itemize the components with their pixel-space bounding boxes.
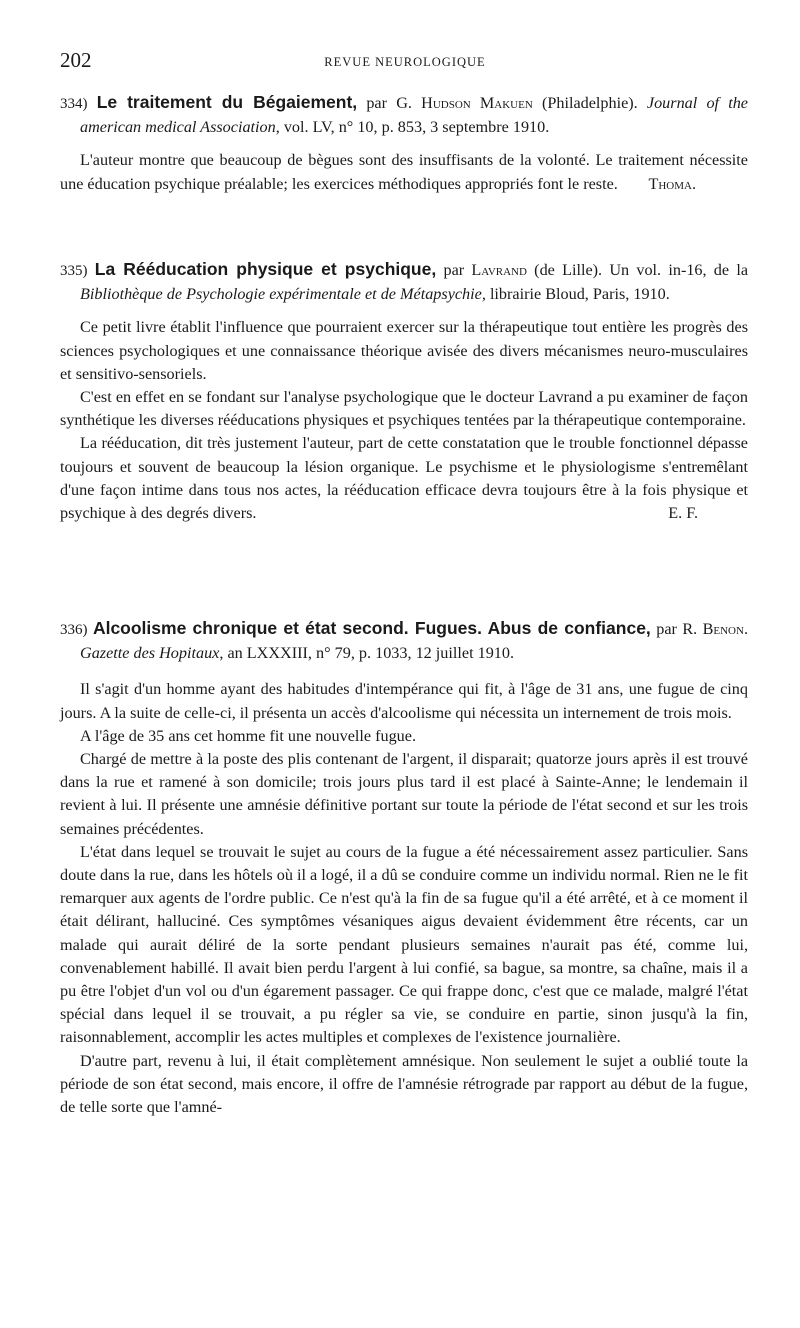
article-paragraph: C'est en effet en se fondant sur l'analyse psychologique que le docteur Lavrand a pu examiner de façon synthétique les diverses rééducations physiques et psychiques tentées par la thérapeutique contemporaine. <box>60 388 748 430</box>
article-336 <box>60 617 748 1119</box>
article-paragraph: A l'âge de 35 ans cet homme fit une nouvelle fugue. <box>80 726 417 745</box>
page-header <box>60 48 750 72</box>
article-title: Le traitement du Bégaiement, <box>96 92 358 112</box>
article-heading <box>60 91 748 139</box>
article-title: La Rééducation physique et psychique, <box>94 259 437 279</box>
article-author: Lavrand <box>471 261 527 279</box>
article-paragraph: D'autre part, revenu à lui, il était complètement amnésique. Non seulement le sujet a oublié toute la période de son état second, mais encore, il offre de l'amnésie rétrograde par rapport au début de la fugue, de telle sorte que l'amné- <box>60 1051 748 1117</box>
page-number: 202 <box>60 48 92 72</box>
article-paragraph: L'auteur montre que beaucoup de bègues sont des insuffisants de la volonté. Le traitement nécessite une éducation psychique préalable; les exercices méthodiques appropriés font le reste. Thoma. <box>60 149 748 195</box>
article-heading <box>60 617 748 665</box>
article-citation: , vol. LV, n° 10, p. 853, 3 septembre 1910. <box>275 118 550 137</box>
article-paragraph: Chargé de mettre à la poste des plis contenant de l'argent, il disparait; quatorze jours après il est trouvé dans la rue et ramené à son domicile; trois jours plus tard il est placé à Sainte-Anne; le lendemain il revient à lui. Il présente une amnésie définitive portant sur toute la période de l'état second et sur les trois semaines précédentes. <box>60 750 748 838</box>
article-title: Alcoolisme chronique et état second. Fugues. Abus de confiance, <box>92 618 651 638</box>
article-location: (de Lille). Un vol. in-16, de la <box>526 261 749 279</box>
article-paragraph: L'état dans lequel se trouvait le sujet au cours de la fugue a été nécessairement assez particulier. Sans doute dans la rue, dans les hôtels où il a logé, il a dû se conduire comme un individu normal. Rien ne le fit remarquer aux agents de l'ordre public. Ce n'est qu'à la fin de sa fugue qu'il a été arrêté, et à ce moment il était délirant, halluciné. Ces symptômes vésaniques aigus devaient évidemment être récents, car un malade qui aurait déliré de la sorte pendant plusieurs semaines n'aurait pas été, comme lui, convenablement habillé. Il avait bien perdu l'argent à lui confié, sa bague, sa montre, sa chaîne, mais il a pu être l'objet d'un vol ou d'un égarement passager. Ce qui frappe donc, c'est que ce malade, malgré l'état spécial dans lequel il se trouvait, a pu régler sa vie, se conduire en partie, sinon jusqu'à la fin, raisonnablement, accomplir les actes multiples et complexes de l'existence journalière. <box>60 842 748 1047</box>
article-number: 334) <box>60 96 88 112</box>
article-paragraph: Ce petit livre établit l'influence que pourraient exercer sur la thérapeutique tout entière les progrès des sciences psychologiques et une connaissance théorique avisée des divers mécanismes neuro-musculaires et sensitivo-sensoriels. <box>60 318 748 383</box>
article-journal: Bibliothèque de Psychologie expérimentale et de Métapsychie, <box>80 285 486 304</box>
article-paragraph: La rééducation, dit très justement l'auteur, part de cette constatation que le trouble fonctionnel dépasse toujours et souvent de beaucoup la lésion organique. Le psychisme et le physiologisme s'entremêlant d'une façon intime dans tous nos actes, la rééducation efficace devra toujours être à la fois physique et psychique à des degrés divers. E. F. <box>60 432 748 525</box>
article-author: Hudson Makuen <box>421 94 533 112</box>
article-paragraph: Il s'agit d'un homme ayant des habitudes d'intempérance qui fit, à l'âge de 31 ans, une fugue de cinq jours. A la suite de celle-ci, il présenta un accès d'alcoolisme qui nécessita un internement de trois mois. <box>60 680 748 722</box>
article-citation: librairie Bloud, Paris, 1910. <box>485 285 670 304</box>
article-334 <box>60 91 748 196</box>
article-journal: Journal of the american medical Association <box>80 94 748 137</box>
article-location: (Philadelphie). <box>532 94 647 112</box>
article-journal: Gazette des Hopitaux <box>80 644 220 663</box>
article-author: Benon <box>702 620 744 638</box>
article-signature: E. F. <box>668 504 698 523</box>
running-title: REVUE NEUROLOGIQUE <box>324 55 486 69</box>
article-by: par R. <box>650 620 703 638</box>
article-number: 336) <box>60 622 88 638</box>
article-by: par <box>436 261 472 279</box>
article-location: . <box>743 620 748 638</box>
article-citation: , an LXXXIII, n° 79, p. 1033, 12 juillet 1910. <box>219 644 515 663</box>
article-heading <box>60 258 748 306</box>
article-number: 335) <box>60 263 88 279</box>
article-335 <box>60 258 748 525</box>
article-signature: Thoma. <box>648 174 696 193</box>
article-by: par G. <box>357 94 422 112</box>
